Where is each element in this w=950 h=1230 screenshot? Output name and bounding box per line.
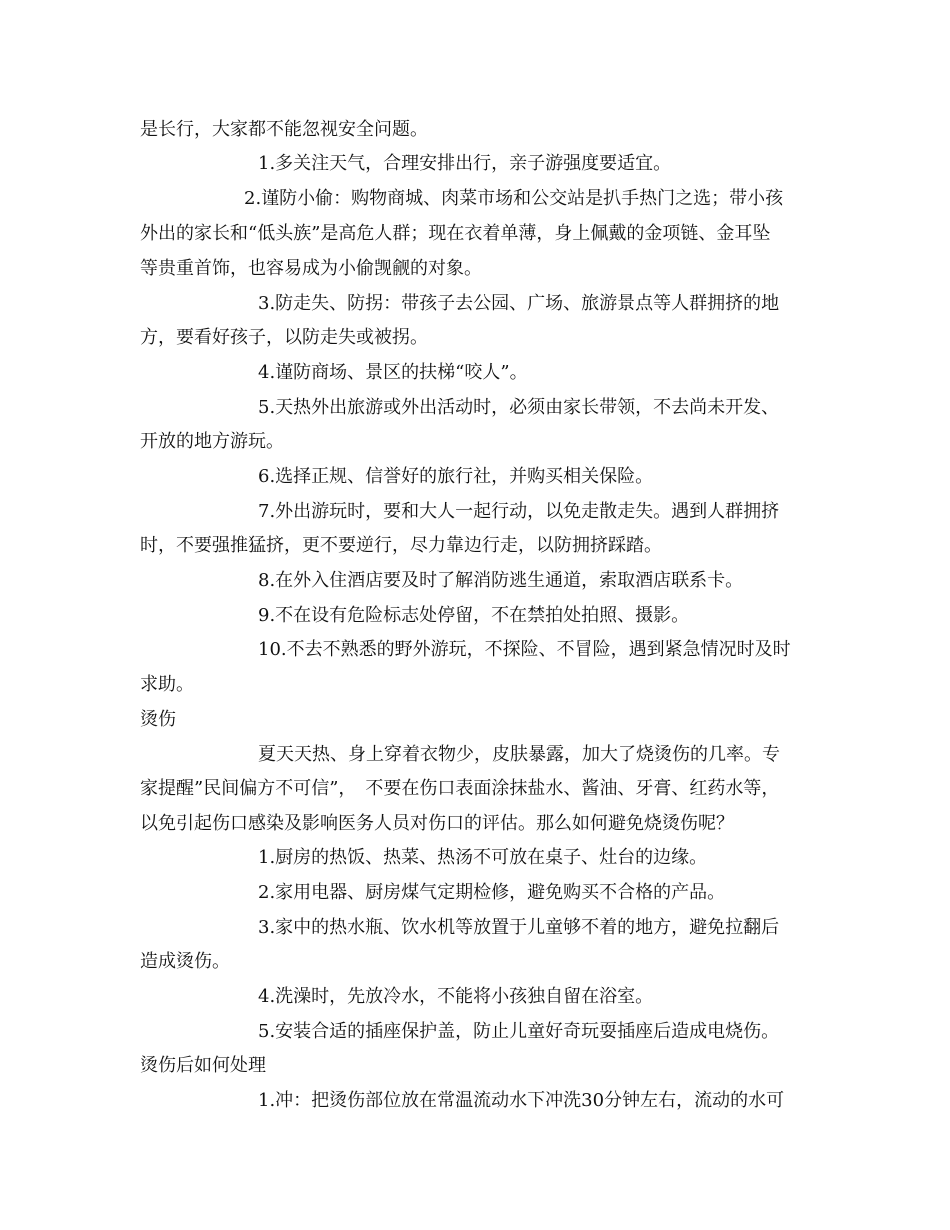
text-line: 外出的家长和“低头族”是高危人群；现在衣着单薄，身上佩戴的金项链、金耳坠: [140, 223, 771, 244]
list-item: 1.多关注天气，合理安排出行，亲子游强度要适宜。: [258, 153, 672, 174]
list-item: 7.外出游玩时，要和大人一起行动，以免走散走失。遇到人群拥挤: [258, 501, 780, 522]
list-item: 4.洗澡时，先放冷水，不能将小孩独自留在浴室。: [258, 986, 654, 1007]
text-line: 造成烫伤。: [140, 951, 230, 972]
list-item: 4.谨防商场、景区的扶梯“咬人”。: [258, 362, 528, 383]
list-item: 1.冲：把烫伤部位放在常温流动水下冲洗30分钟左右，流动的水可: [258, 1090, 785, 1111]
text-line: 家提醒”民间偏方不可信”， 不要在伤口表面涂抹盐水、酱油、牙膏、红药水等，: [140, 778, 780, 799]
text-line: 求助。: [140, 674, 194, 695]
text-line: 方，要看好孩子，以防走失或被拐。: [140, 327, 428, 348]
list-item: 8.在外入住酒店要及时了解消防逃生通道，索取酒店联系卡。: [258, 570, 744, 591]
text-line: 以免引起伤口感染及影响医务人员对伤口的评估。那么如何避免烧烫伤呢？: [140, 813, 734, 834]
list-item: 2.家用电器、厨房煤气定期检修，避免购买不合格的产品。: [258, 882, 726, 903]
list-item: 10.不去不熟悉的野外游玩，不探险、不冒险，遇到紧急情况时及时: [258, 639, 791, 660]
section-heading-burn-treatment: 烫伤后如何处理: [140, 1055, 266, 1076]
list-item: 9.不在设有危险标志处停留，不在禁拍处拍照、摄影。: [258, 605, 690, 626]
paragraph-line: 夏天天热、身上穿着衣物少，皮肤暴露，加大了烧烫伤的几率。专: [258, 744, 780, 765]
list-item: 1.厨房的热饭、热菜、热汤不可放在桌子、灶台的边缘。: [258, 847, 708, 868]
list-item: 5.安装合适的插座保护盖，防止儿童好奇玩耍插座后造成电烧伤。: [258, 1021, 780, 1042]
list-item: 6.选择正规、信誉好的旅行社，并购买相关保险。: [258, 466, 654, 487]
section-heading-burns: 烫伤: [140, 709, 176, 730]
text-line: 等贵重首饰，也容易成为小偷觊觎的对象。: [140, 258, 482, 279]
text-line: 时，不要强推猛挤，更不要逆行，尽力靠边行走，以防拥挤踩踏。: [140, 535, 662, 556]
list-item: 5.天热外出旅游或外出活动时，必须由家长带领，不去尚未开发、: [258, 397, 780, 418]
text-line: 是长行，大家都不能忽视安全问题。: [140, 119, 428, 140]
text-line: 开放的地方游玩。: [140, 431, 284, 452]
list-item: 2.谨防小偷：购物商城、肉菜市场和公交站是扒手热门之选；带小孩: [244, 188, 784, 209]
list-item: 3.家中的热水瓶、饮水机等放置于儿童够不着的地方，避免拉翻后: [258, 917, 780, 938]
list-item: 3.防走失、防拐：带孩子去公园、广场、旅游景点等人群拥挤的地: [258, 293, 780, 314]
